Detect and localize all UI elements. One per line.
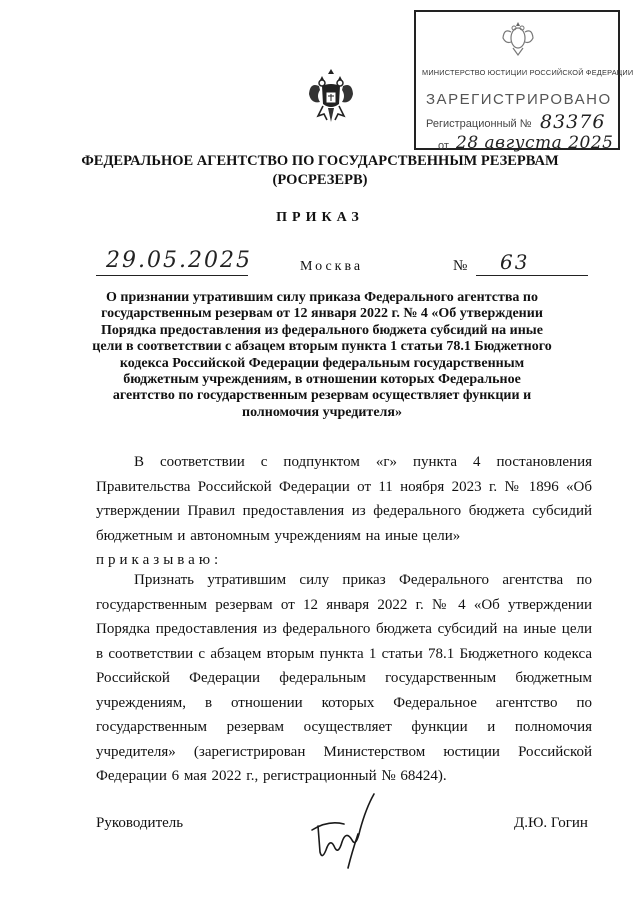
preamble-paragraph [96, 450, 592, 573]
agency-name [60, 152, 580, 190]
stamp-regno-label: Регистрационный № [426, 118, 532, 130]
number-label: № [453, 258, 468, 274]
date-underline [96, 275, 248, 276]
document-title: О признании утратившим силу приказа Федерального агентства по государственным резервам от 12 января 2022 г. № 4 «Об утверждении Порядка предоставления из федерального бюджета субсидий на иные цели в соответствии с абзацем вторым пункта 1 статьи 78.1 Бюджетного кодекса Российской Федерации федеральным государственным бюджетным учреждениям, в отношении которых Федеральное агентство по государственным резервам осуществляет функции и полномочия учредителя» [92, 290, 552, 420]
number-underline [476, 275, 588, 276]
document-number: 63 [500, 250, 530, 274]
signatory-role: Руководитель [96, 815, 184, 831]
registration-stamp [414, 10, 634, 153]
stamp-ministry: МИНИСТЕРСТВО ЮСТИЦИИ РОССИЙСКОЙ ФЕДЕРАЦИИ [422, 68, 634, 77]
coat-of-arms-icon [308, 68, 354, 124]
stamp-registered: ЗАРЕГИСТРИРОВАНО [426, 91, 612, 108]
stamp-eagle-emblem-icon [501, 18, 535, 58]
stamp-date: 28 августа 2025 [456, 133, 614, 153]
agency-name-line2: (РОСРЕЗЕРВ) [272, 172, 368, 188]
document-type: ПРИКАЗ [276, 210, 364, 225]
handwritten-signature [308, 790, 382, 872]
signatory-name: Д.Ю. Гогин [514, 815, 588, 831]
document-date: 29.05.2025 [106, 248, 252, 273]
document-city: Москва [300, 259, 364, 274]
stamp-date-prefix: от [438, 140, 449, 152]
agency-name-line1: ФЕДЕРАЛЬНОЕ АГЕНТСТВО ПО ГОСУДАРСТВЕННЫМ РЕЗЕРВАМ [81, 153, 559, 169]
order-paragraph: Признать утратившим силу приказ Федерального агентства по государственным резервам от 12 января 2022 г. № 4 «Об утверждении Порядка предоставления из федерального бюджета субсидий на иные цели в соответствии с абзацем вторым пункта 1 статьи 78.1 Бюджетного кодекса Российской Федерации федеральным государственным бюджетным учреждениям, в отношении которых Федеральное агентство по государственным резервам осуществляет функции и полномочия учредителя» (зарегистрирован Министерством юстиции Российской Федерации 6 мая 2022 г., регистрационный № 68424). [96, 572, 592, 784]
stamp-regno: 83376 [540, 111, 606, 133]
order-word: приказываю: [96, 552, 223, 568]
preamble-text: В соответствии с подпунктом «г» пункта 4 постановления Правительства Российской Федерации от 11 ноября 2023 г. № 1896 «Об утверждении Правил предоставления из федерального бюджета субсидий бюджетным и автономным учреждениям на иные цели» [96, 454, 592, 544]
